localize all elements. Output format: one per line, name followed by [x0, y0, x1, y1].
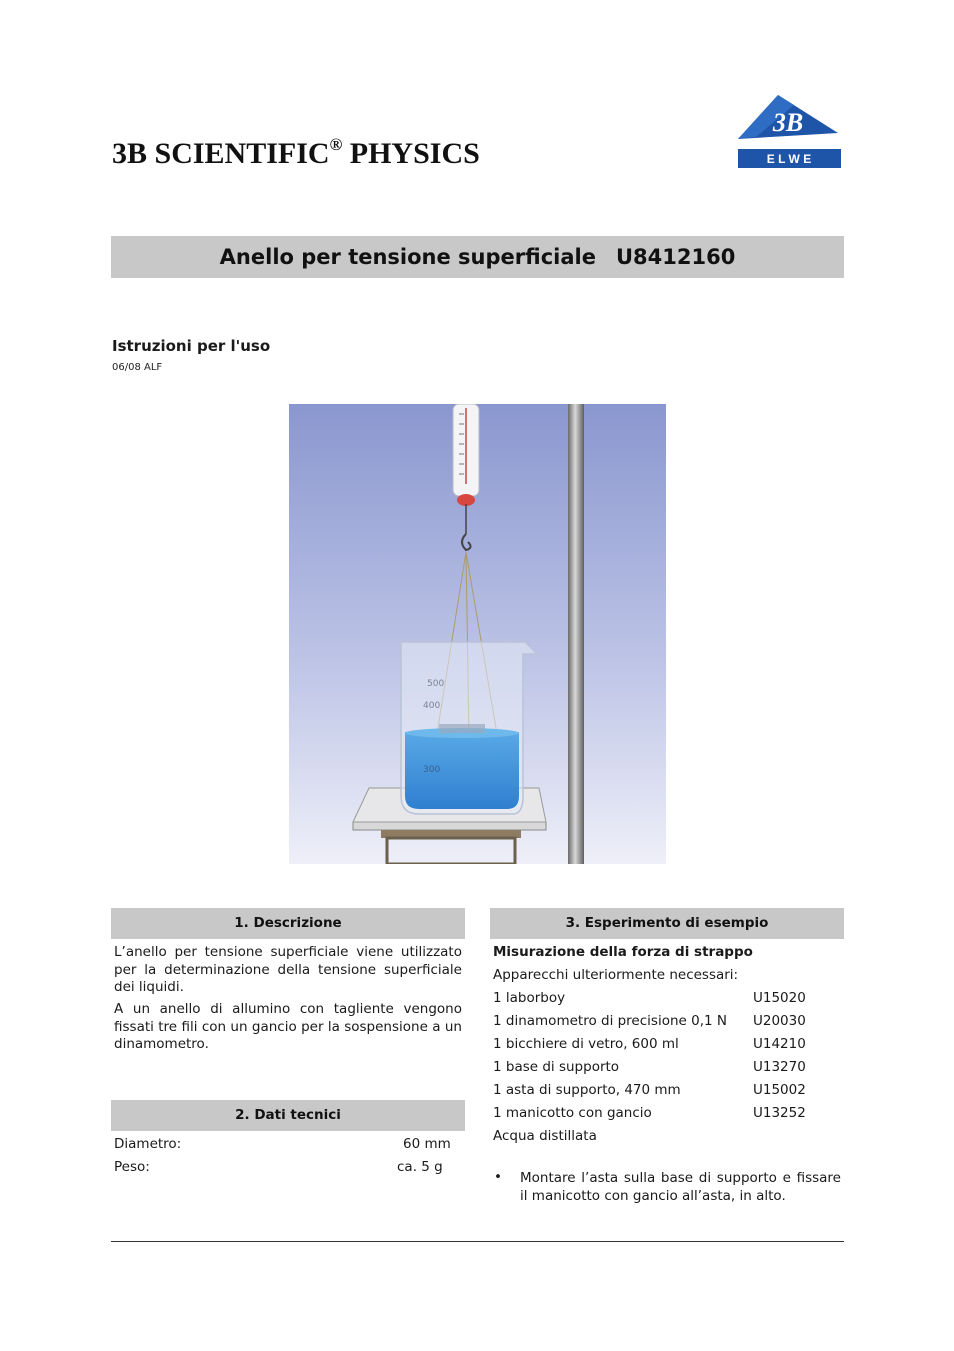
beaker-mark-300: 300 [423, 765, 441, 775]
description-paragraph-1: L’anello per tensione superficiale viene utilizzato per la determinazione della tensione superficiale dei liquidi. [114, 944, 462, 995]
spec-value: ca. 5 g [397, 1159, 443, 1175]
beaker-mark-500: 500 [427, 679, 445, 689]
spec-label: Diametro: [114, 1136, 182, 1152]
spec-label: Peso: [114, 1159, 150, 1175]
equipment-code: U15020 [753, 990, 806, 1006]
document-title-bar [111, 236, 844, 278]
document-date: 06/08 ALF [112, 362, 163, 373]
brand-suffix: PHYSICS [349, 137, 480, 170]
equipment-code: U15002 [753, 1082, 806, 1098]
product-code: U8412160 [615, 245, 736, 269]
example-subheading: Misurazione della forza di strappo [493, 944, 753, 960]
equipment-item: 1 dinamometro di precisione 0,1 N [493, 1013, 727, 1029]
equipment-intro: Apparecchi ulteriormente necessari: [493, 967, 739, 983]
equipment-item: 1 base di supporto [493, 1059, 620, 1075]
bullet-dot-icon: • [494, 1169, 502, 1185]
description-paragraph-2: A un anello di allumino con tagliente vengono fissati tre fili con un gancio per la sospensione a un dinamometro. [114, 1001, 462, 1052]
elwe-logo [736, 93, 842, 169]
equipment-item: 1 asta di supporto, 470 mm [493, 1082, 681, 1098]
registered-mark: ® [329, 135, 343, 154]
experiment-photo [289, 404, 666, 864]
logo-mark-text: 3B [772, 108, 804, 137]
spec-value: 60 mm [403, 1136, 451, 1152]
section-heading-tech-data: 2. Dati tecnici [111, 1100, 465, 1131]
equipment-code: U13270 [753, 1059, 806, 1075]
equipment-extra: Acqua distillata [493, 1128, 597, 1144]
equipment-item: 1 laborboy [493, 990, 566, 1006]
equipment-item: 1 manicotto con gancio [493, 1105, 652, 1121]
logo-wordmark: E L W E [766, 152, 812, 166]
section-heading-example: 3. Esperimento di esempio [490, 908, 844, 939]
brand-title [112, 137, 480, 171]
equipment-code: U20030 [753, 1013, 806, 1029]
equipment-code: U13252 [753, 1105, 806, 1121]
equipment-code: U14210 [753, 1036, 806, 1052]
product-name: Anello per tensione superficiale [219, 245, 596, 269]
beaker-mark-400: 400 [423, 701, 441, 711]
equipment-item: 1 bicchiere di vetro, 600 ml [493, 1036, 679, 1052]
instruction-bullet: Montare l’asta sulla base di supporto e fissare il manicotto con gancio all’asta, in alto. [520, 1170, 841, 1204]
instructions-heading: Istruzioni per l'uso [112, 337, 271, 355]
footer-divider [111, 1241, 844, 1242]
brand-main: 3B SCIENTIFIC [112, 137, 330, 170]
section-heading-description: 1. Descrizione [111, 908, 465, 939]
